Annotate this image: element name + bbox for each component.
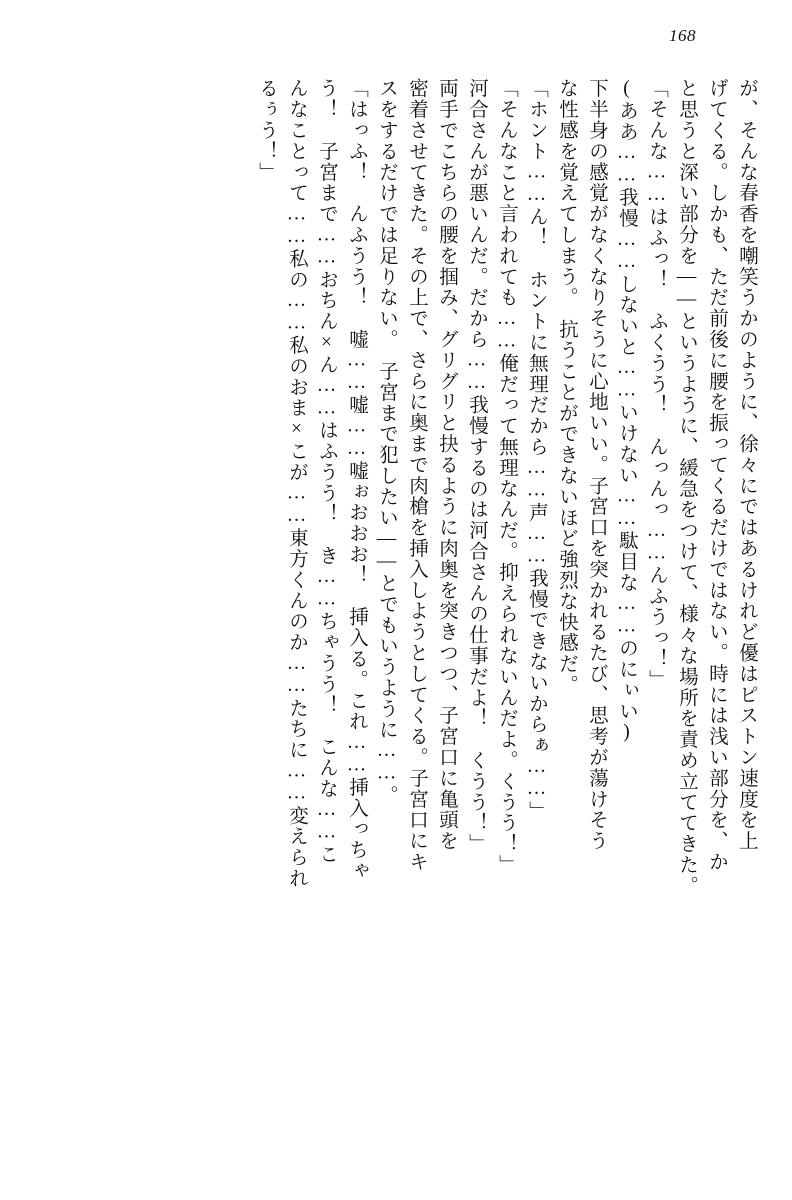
text-column: う！ 子宮まで……おちん×ん……はふうう！ き……ちゃうう！ こんな……こ <box>316 78 337 865</box>
text-column: 「ホント……ん！ ホントに無理だから……声……我慢できないからぁ……」 <box>526 78 547 822</box>
text-column: 「そんなこと言われても……俺だって無理なんだ。抑えられないんだよ。くうう！」 <box>496 78 517 876</box>
text-column: 河合さんが悪いんだ。だから……我慢するのは河合さんの仕事だよ！ くうう！」 <box>466 78 487 855</box>
text-column: 密着させてきた。その上で、さらに奥まで肉槍を挿入しようとしてくる。子宮口にキ <box>406 78 427 873</box>
vertical-text-body <box>36 78 756 1156</box>
text-column: な性感を覚えてしまう。 抗うことができないほど強烈な快感だ。 <box>556 78 577 696</box>
text-column: が、そんな春香を嘲笑うかのように、徐々にではあるけれど優はピストン速度を上 <box>736 78 757 852</box>
text-column: 「そんな……はふっ！ ふくうう！ んっんっ……んふうっ！」 <box>646 78 667 691</box>
text-column: んなことって……私の……私のおま×こが……東方くんのか……たちに……変えられ <box>286 78 307 889</box>
text-column: 両手でこちらの腰を掴み、グリグリと抉るように肉奥を突きつつ、子宮口に亀頭を <box>436 78 457 852</box>
text-column: (ああ……我慢……しないと……いけない……駄目な……のにぃい) <box>616 78 637 744</box>
text-column: げてくる。しかも、ただ前後に腰を振ってくるだけではない。時には浅い部分を、か <box>706 78 727 873</box>
page-number: 168 <box>669 26 696 45</box>
text-column: と思うと深い部分を――というように、緩急をつけて、様々な場所を責め立ててきた。 <box>676 78 697 897</box>
text-column: 「はっふ！ んふうう！ 嘘……嘘……嘘ぉおおお！ 挿入る。これ……挿入っちゃ <box>346 78 367 882</box>
text-column: 下半身の感覚がなくなりそうに心地いい。子宮口を突かれるたび、思考が蕩けそう <box>586 78 607 852</box>
text-column: るぅう！」 <box>256 78 277 183</box>
text-column: スをするだけでは足りない。 子宮まで犯したい――とでもいうように……。 <box>376 78 397 806</box>
